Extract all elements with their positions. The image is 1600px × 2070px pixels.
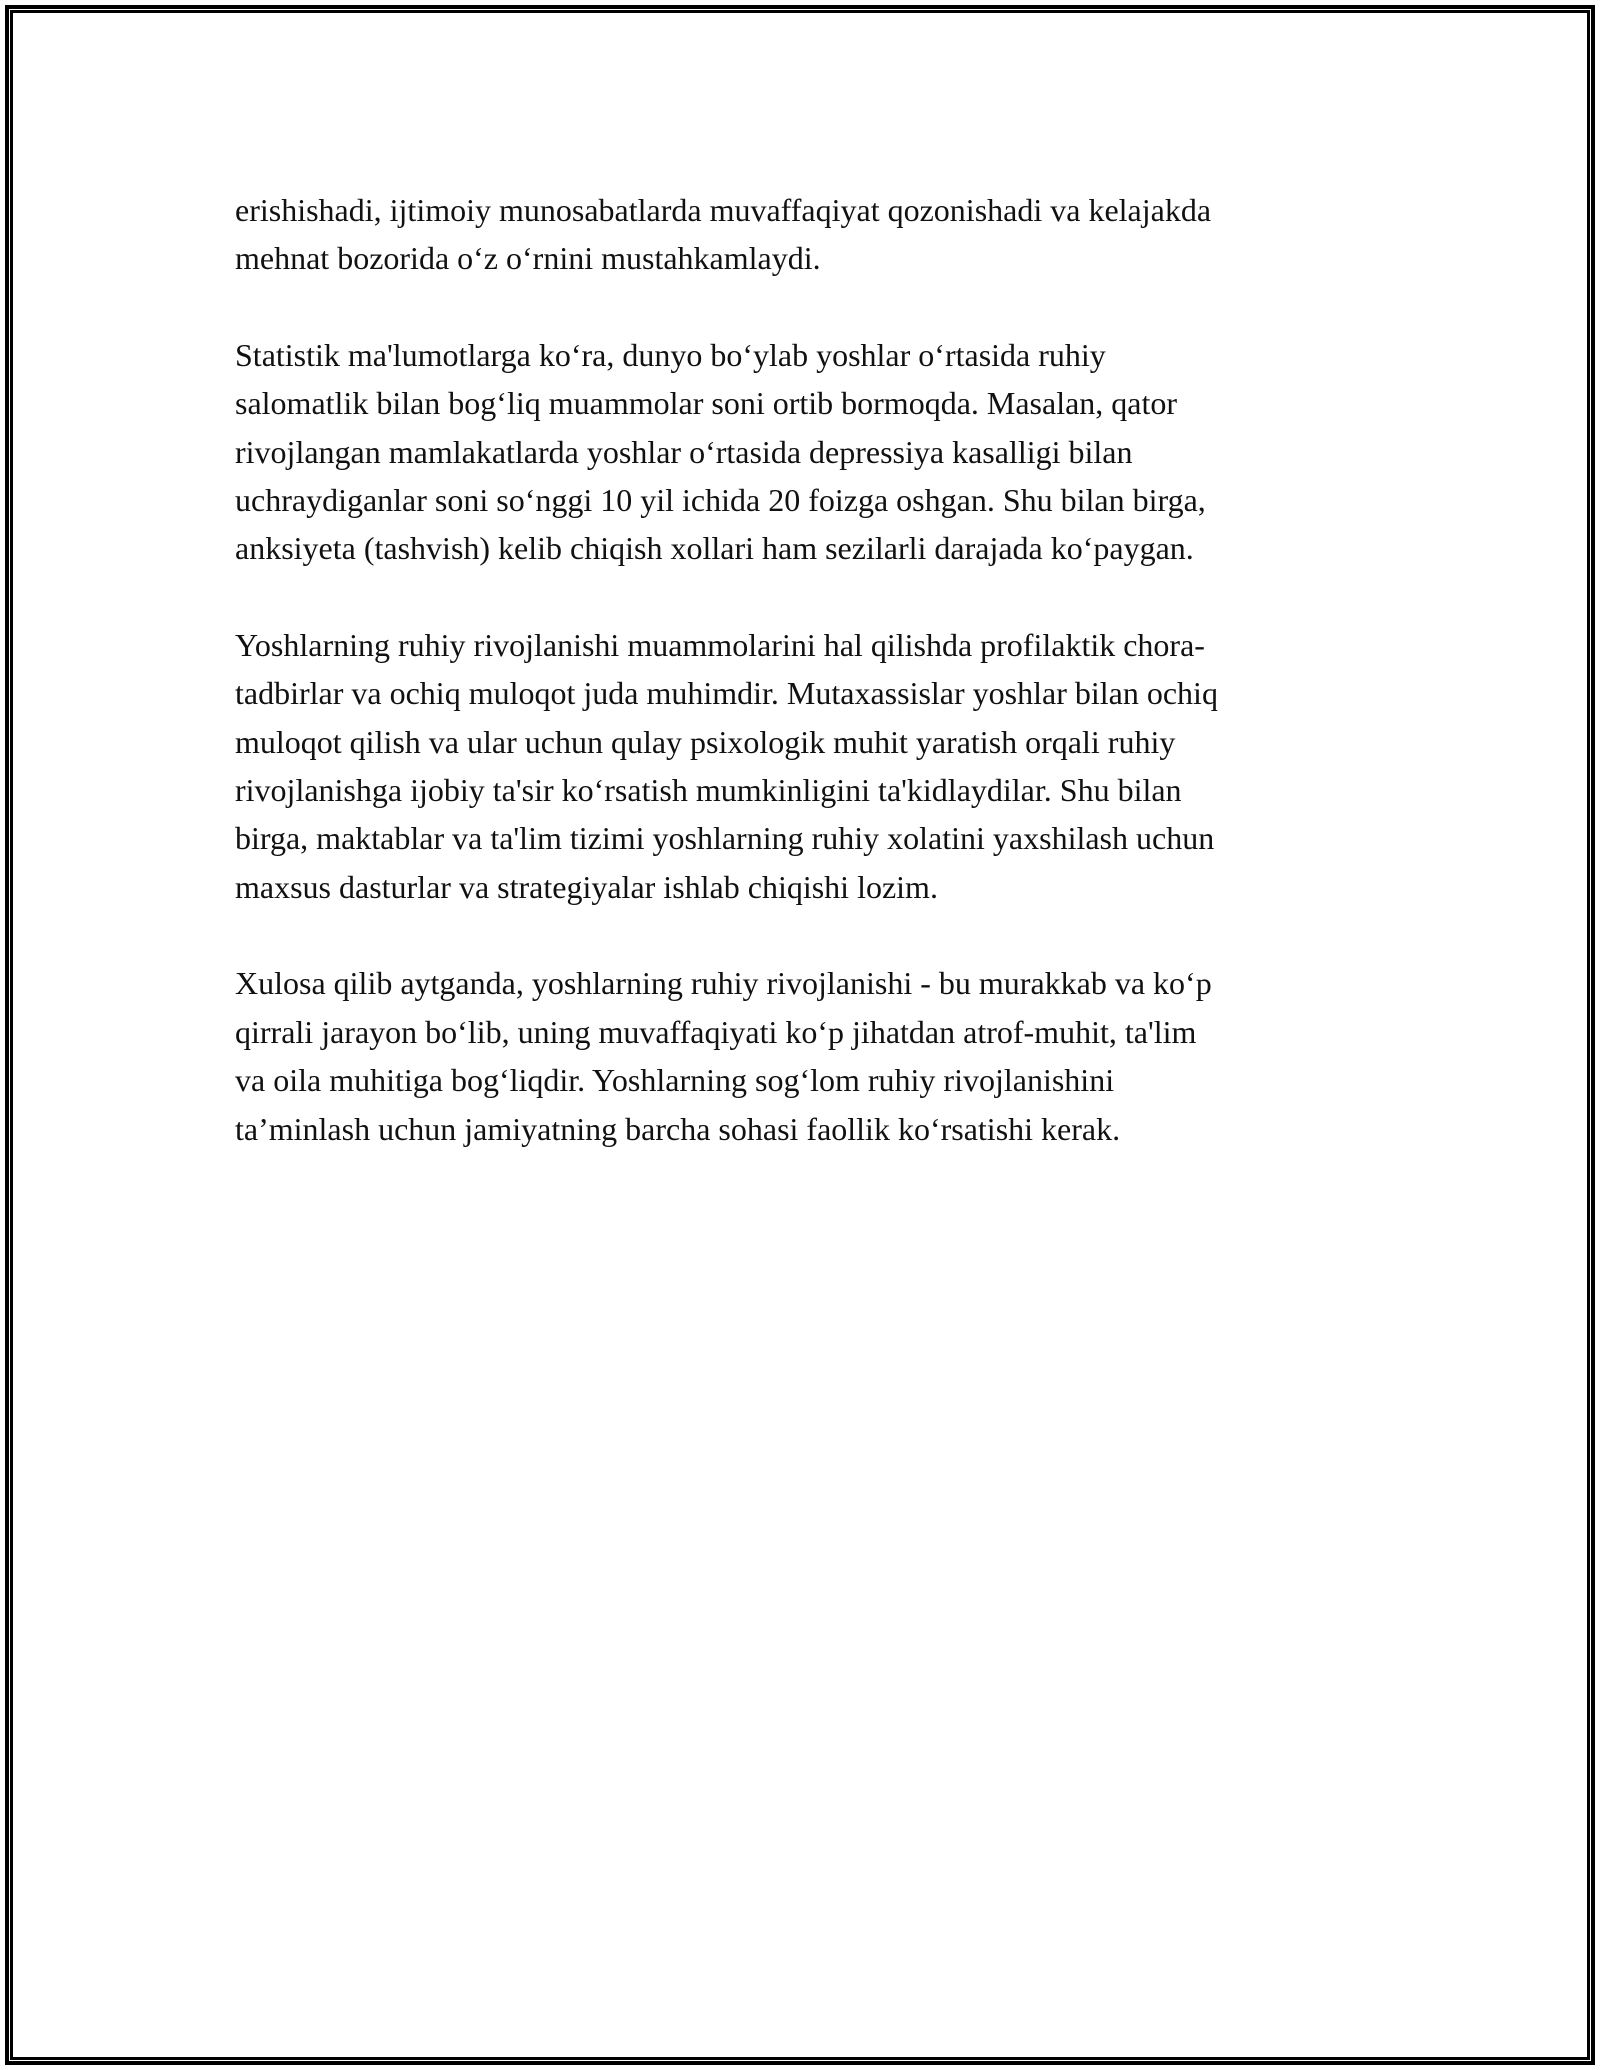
text-line: salomatlik bilan bog‘liq muammolar soni ortib bormoqda. Masalan, qator (235, 385, 1178, 422)
text-line: uchraydiganlar soni so‘nggi 10 yil ichida 20 foizga oshgan. Shu bilan birga, (235, 482, 1206, 519)
text-line: muloqot qilish va ular uchun qulay psixologik muhit yaratish orqali ruhiy (235, 723, 1176, 760)
paragraph-statistics (235, 331, 1385, 573)
text-line: qirrali jarayon bo‘lib, uning muvaffaqiyati ko‘p jihatdan atrof-muhit, ta'lim (235, 1013, 1197, 1050)
text-line: anksiyeta (tashvish) kelib chiqish xollari ham sezilarli darajada ko‘paygan. (235, 530, 1194, 567)
text-line: rivojlangan mamlakatlarda yoshlar o‘rtasida depressiya kasalligi bilan (235, 433, 1133, 470)
text-line: Xulosa qilib aytganda, yoshlarning ruhiy rivojlanishi - bu murakkab va ko‘p (235, 965, 1212, 1002)
document-body (235, 186, 1385, 1201)
text-line: va oila muhitiga bog‘liqdir. Yoshlarning sog‘lom ruhiy rivojlanishini (235, 1062, 1115, 1099)
text-line: erishishadi, ijtimoiy munosabatlarda muvaffaqiyat qozonishadi va kelajakda (235, 192, 1212, 228)
paragraph-solutions (235, 621, 1385, 911)
text-line: rivojlanishga ijobiy ta'sir ko‘rsatish mumkinligini ta'kidlaydilar. Shu bilan (235, 772, 1182, 809)
text-line: mehnat bozorida o‘z o‘rnini mustahkamlaydi. (235, 240, 821, 277)
text-line: Statistik ma'lumotlarga ko‘ra, dunyo bo‘ylab yoshlar o‘rtasida ruhiy (235, 336, 1106, 373)
paragraph-continuation (235, 186, 1385, 283)
text-line: birga, maktablar va ta'lim tizimi yoshlarning ruhiy xolatini yaxshilash uchun (235, 820, 1215, 857)
text-line: ta’minlash uchun jamiyatning barcha sohasi faollik ko‘rsatishi kerak. (235, 1110, 1121, 1147)
text-line: maxsus dasturlar va strategiyalar ishlab chiqishi lozim. (235, 868, 938, 905)
text-line: Yoshlarning ruhiy rivojlanishi muammolarini hal qilishda profilaktik chora- (235, 626, 1205, 663)
text-line: tadbirlar va ochiq muloqot juda muhimdir. Mutaxassislar yoshlar bilan ochiq (235, 675, 1218, 712)
paragraph-conclusion (235, 959, 1385, 1153)
